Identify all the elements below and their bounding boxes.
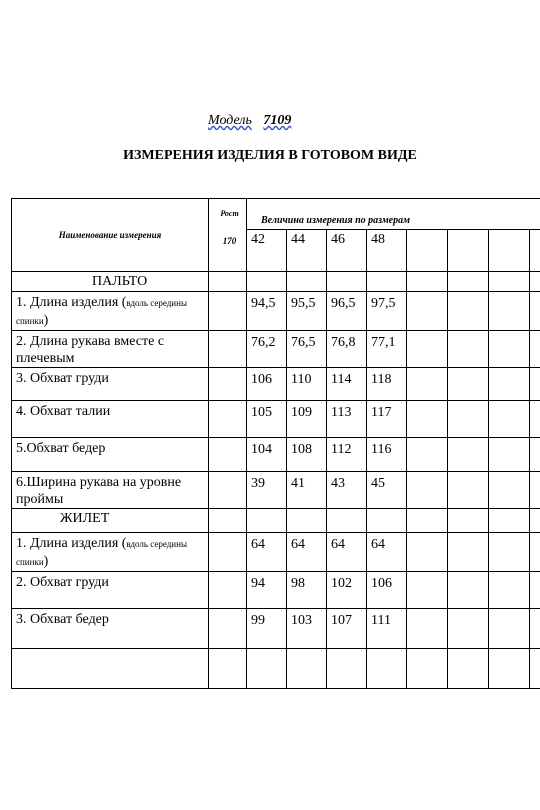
empty-cell: [530, 533, 540, 572]
empty-cell: [209, 472, 247, 509]
empty-cell: [448, 401, 489, 438]
value-cell: 96,5: [327, 292, 367, 331]
empty-cell: [327, 272, 367, 292]
value-cell: 64: [327, 533, 367, 572]
header-height-cell: [209, 199, 247, 272]
header-size-4: 48: [367, 230, 407, 272]
value-cell: 94,5: [247, 292, 287, 331]
value-cell: 39: [247, 472, 287, 509]
header-sizes-title: Величина измерения по размерам: [247, 199, 540, 230]
measurement-name-text: 1. Длина изделия (: [16, 536, 127, 551]
value-cell: 106: [367, 572, 407, 609]
empty-cell: [489, 572, 530, 609]
empty-cell: [209, 292, 247, 331]
empty-cell: [209, 609, 247, 649]
empty-cell: [287, 509, 327, 533]
empty-row: [12, 649, 540, 689]
section-row: [12, 509, 540, 533]
value-cell: 76,5: [287, 331, 327, 368]
value-cell: 98: [287, 572, 327, 609]
empty-cell: [530, 572, 540, 609]
empty-cell: [530, 292, 540, 331]
value-cell: 41: [287, 472, 327, 509]
empty-cell: [489, 368, 530, 401]
value-cell: 43: [327, 472, 367, 509]
value-cell: 97,5: [367, 292, 407, 331]
empty-cell: [489, 609, 530, 649]
value-cell: 112: [327, 438, 367, 472]
header-size-5: [407, 230, 448, 272]
measurement-name-text: 2. Обхват груди: [16, 575, 109, 590]
measurement-name: [12, 533, 209, 572]
empty-cell: [209, 509, 247, 533]
empty-cell: [407, 272, 448, 292]
empty-cell: [407, 609, 448, 649]
table-row: [12, 438, 540, 472]
empty-cell: [367, 649, 407, 689]
empty-cell: [489, 509, 530, 533]
empty-cell: [448, 472, 489, 509]
header-name-column: Наименование измерения: [12, 199, 209, 272]
empty-cell: [407, 472, 448, 509]
empty-cell: [287, 649, 327, 689]
value-cell: 104: [247, 438, 287, 472]
value-cell: 105: [247, 401, 287, 438]
empty-cell: [530, 272, 540, 292]
measurement-name: [12, 572, 209, 609]
value-cell: 77,1: [367, 331, 407, 368]
measurement-name: [12, 292, 209, 331]
empty-cell: [327, 509, 367, 533]
empty-cell: [448, 533, 489, 572]
empty-cell: [448, 649, 489, 689]
empty-cell: [448, 368, 489, 401]
empty-cell: [448, 572, 489, 609]
empty-cell: [247, 509, 287, 533]
header-height-value: 170: [222, 236, 237, 246]
empty-cell: [407, 331, 448, 368]
measurement-table: [11, 198, 540, 689]
empty-cell: [209, 331, 247, 368]
measurement-note-close: ): [43, 313, 49, 328]
empty-cell: [530, 401, 540, 438]
empty-cell: [489, 331, 530, 368]
value-cell: 64: [247, 533, 287, 572]
value-cell: 113: [327, 401, 367, 438]
measurement-name: [12, 438, 209, 472]
empty-cell: [448, 272, 489, 292]
empty-cell: [530, 609, 540, 649]
empty-cell: [407, 401, 448, 438]
page-title: ИЗМЕРЕНИЯ ИЗДЕЛИЯ В ГОТОВОМ ВИДЕ: [123, 148, 417, 163]
empty-cell: [530, 649, 540, 689]
header-size-7: [489, 230, 530, 272]
empty-cell: [209, 533, 247, 572]
empty-cell: [367, 509, 407, 533]
model-line: [208, 113, 291, 129]
model-number: 7109: [263, 113, 292, 128]
value-cell: 64: [367, 533, 407, 572]
value-cell: 95,5: [287, 292, 327, 331]
empty-cell: [247, 272, 287, 292]
empty-cell: [209, 368, 247, 401]
table-row: [12, 401, 540, 438]
header-size-2: 44: [287, 230, 327, 272]
value-cell: 64: [287, 533, 327, 572]
empty-cell: [489, 272, 530, 292]
value-cell: 118: [367, 368, 407, 401]
empty-cell: [489, 292, 530, 331]
measurement-name: [12, 472, 209, 509]
measurement-note: вдоль середины спинки: [16, 298, 187, 326]
model-label: Модель: [208, 113, 252, 128]
measurement-name: [12, 368, 209, 401]
empty-cell: [530, 472, 540, 509]
measurement-name-text: 3. Обхват груди: [16, 371, 109, 386]
measurement-name-text: 1. Длина изделия (: [16, 295, 127, 310]
table-row: [12, 572, 540, 609]
empty-cell: [407, 572, 448, 609]
value-cell: 116: [367, 438, 407, 472]
empty-cell: [407, 509, 448, 533]
value-cell: 76,2: [247, 331, 287, 368]
empty-cell: [448, 438, 489, 472]
empty-cell: [448, 509, 489, 533]
table-row: [12, 609, 540, 649]
header-size-8: [530, 230, 540, 272]
empty-cell: [489, 438, 530, 472]
measurement-name-text: 2. Длина рукава вместе с плечевым: [16, 334, 165, 366]
empty-cell: [489, 401, 530, 438]
empty-cell: [407, 438, 448, 472]
value-cell: 106: [247, 368, 287, 401]
table-row: [12, 368, 540, 401]
value-cell: 107: [327, 609, 367, 649]
measurement-note: вдоль середины спинки: [16, 539, 187, 567]
header-size-3: 46: [327, 230, 367, 272]
table-row: [12, 331, 540, 368]
table-row: [12, 533, 540, 572]
value-cell: 94: [247, 572, 287, 609]
measurement-name-text: 4. Обхват талии: [16, 404, 111, 419]
measurement-note-close: ): [43, 554, 49, 569]
table-row: [12, 472, 540, 509]
empty-cell: [287, 272, 327, 292]
empty-cell: [530, 509, 540, 533]
empty-cell: [448, 331, 489, 368]
empty-cell: [489, 533, 530, 572]
empty-cell: [209, 401, 247, 438]
header-height-label: Рост: [220, 209, 239, 218]
empty-cell: [448, 292, 489, 331]
measurement-name: [12, 331, 209, 368]
section-row: [12, 272, 540, 292]
table-row: [12, 292, 540, 331]
measurement-name: [12, 609, 209, 649]
empty-cell: [489, 649, 530, 689]
empty-cell: [327, 649, 367, 689]
value-cell: 109: [287, 401, 327, 438]
empty-cell: [209, 438, 247, 472]
header-size-6: [448, 230, 489, 272]
empty-cell: [209, 649, 247, 689]
empty-cell: [407, 649, 448, 689]
value-cell: 99: [247, 609, 287, 649]
empty-cell: [247, 649, 287, 689]
value-cell: 108: [287, 438, 327, 472]
empty-cell: [407, 368, 448, 401]
empty-cell: [209, 572, 247, 609]
value-cell: 102: [327, 572, 367, 609]
value-cell: 103: [287, 609, 327, 649]
empty-cell: [367, 272, 407, 292]
empty-cell: [489, 472, 530, 509]
empty-cell: [209, 272, 247, 292]
section-title: ЖИЛЕТ: [12, 509, 209, 533]
section-title: ПАЛЬТО: [12, 272, 209, 292]
empty-cell: [407, 292, 448, 331]
measurement-name-text: 3. Обхват бедер: [16, 612, 109, 627]
empty-cell: [530, 438, 540, 472]
empty-cell: [530, 368, 540, 401]
measurement-name-text: 5.Обхват бедер: [16, 441, 106, 456]
value-cell: 76,8: [327, 331, 367, 368]
header-size-1: 42: [247, 230, 287, 272]
value-cell: 45: [367, 472, 407, 509]
empty-cell: [407, 533, 448, 572]
empty-cell: [12, 649, 209, 689]
value-cell: 110: [287, 368, 327, 401]
value-cell: 114: [327, 368, 367, 401]
empty-cell: [448, 609, 489, 649]
value-cell: 111: [367, 609, 407, 649]
value-cell: 117: [367, 401, 407, 438]
empty-cell: [530, 331, 540, 368]
measurement-name: [12, 401, 209, 438]
measurement-name-text: 6.Ширина рукава на уровне проймы: [16, 475, 182, 507]
